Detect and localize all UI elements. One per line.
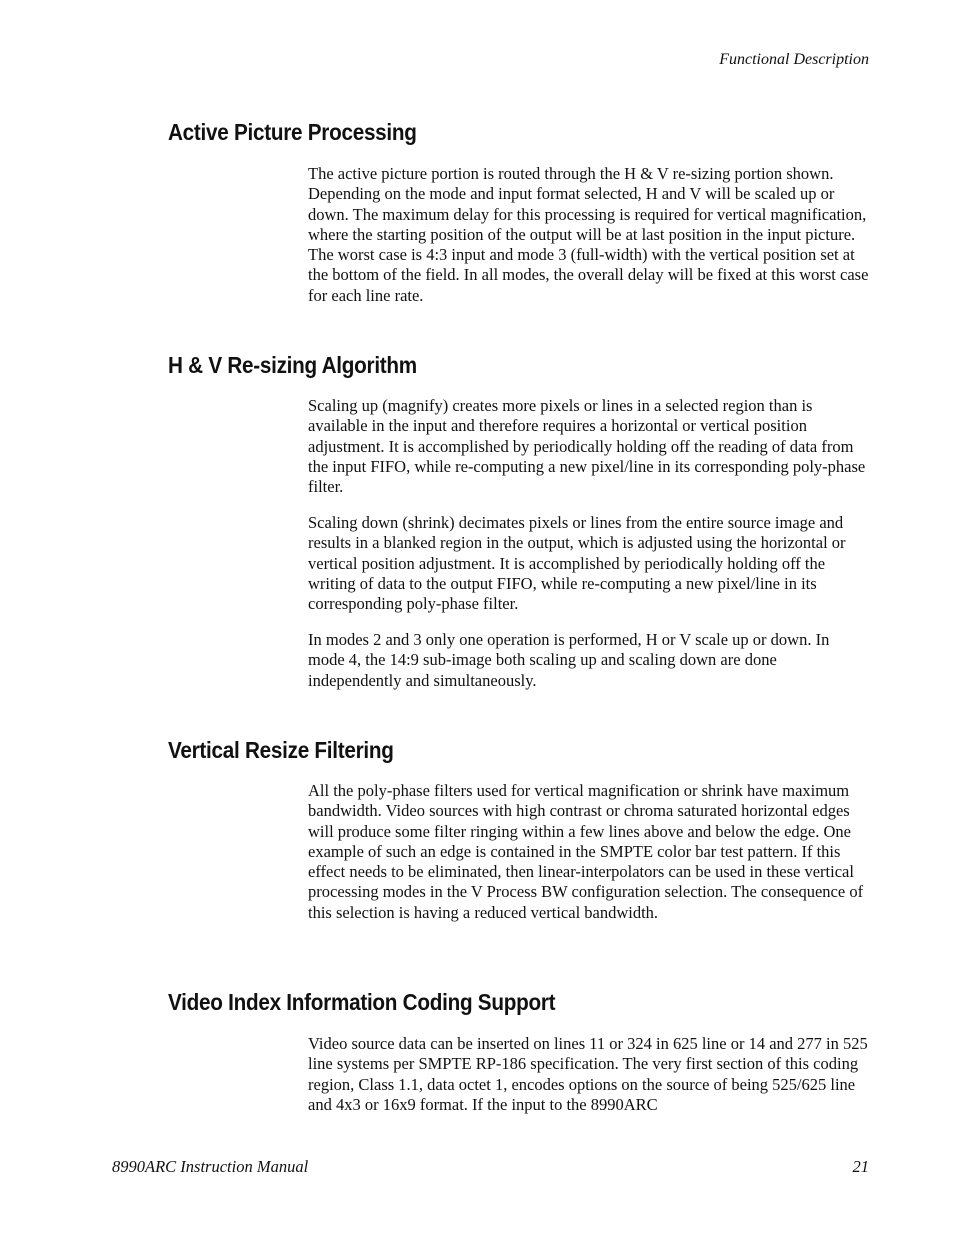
paragraph: Scaling up (magnify) creates more pixels or lines in a selected region than is available in the input and therefore requires a horizontal or vertical position adjustment. It is accomplished by periodically holding off the reading of data from the input FIFO, while re-computing a new pixel/line in its corresponding poly-phase filter. xyxy=(308,396,866,497)
section-heading-vertical-resize-filtering: Vertical Resize Filtering xyxy=(168,737,394,763)
section-heading-video-index-coding-support: Video Index Information Coding Support xyxy=(168,989,556,1015)
paragraph: The active picture portion is routed through the H & V re-sizing portion shown. Depending on the mode and input format selected, H and V will be scaled up or down. The maximum delay for this processing is required for vertical magnification, where the starting position of the output will be at last position in the input picture. The worst case is 4:3 input and mode 3 (full-width) with the vertical position set at the bottom of the field. In all modes, the overall delay will be fixed at this worst case for each line rate. xyxy=(308,164,869,305)
paragraph: In modes 2 and 3 only one operation is performed, H or V scale up or down. In mode 4, the 14:9 sub-image both scaling up and scaling down are done independently and simultaneously. xyxy=(308,629,830,690)
paragraph: Scaling down (shrink) decimates pixels or lines from the entire source image and results in a blanked region in the output, which is adjusted using the horizontal or vertical position adjustment. It is accomplished by periodically holding off the writing of data to the output FIFO, while re-computing a new pixel/line in its corresponding poly-phase filter. xyxy=(308,512,846,614)
section-heading-hv-resizing-algorithm: H & V Re-sizing Algorithm xyxy=(168,352,417,378)
section-heading-active-picture-processing: Active Picture Processing xyxy=(168,119,417,145)
paragraph: All the poly-phase filters used for vertical magnification or shrink have maximum bandwidth. Video sources with high contrast or chroma saturated horizontal edges will produce some filter ringing within a few lines above and below the edge. One example of such an edge is contained in the SMPTE color bar test pattern. If this effect needs to be eliminated, then linear-interpolators can be used in these vertical processing modes in the V Process BW configuration selection. The consequence of this selection is having a reduced vertical bandwidth. xyxy=(308,781,864,922)
running-header: Functional Description xyxy=(719,51,869,68)
footer-manual-title: 8990ARC Instruction Manual xyxy=(112,1157,309,1176)
section-body-vertical-resize-filtering xyxy=(308,781,870,923)
section-body-hv-resizing-algorithm xyxy=(308,396,870,691)
paragraph: Video source data can be inserted on lines 11 or 324 in 625 line or 14 and 277 in 525 line systems per SMPTE RP-186 specification. The very first section of this coding region, Class 1.1, data octet 1, encodes options on the source of being 525/625 line and 4x3 or 16x9 format. If the input to the 8990ARC xyxy=(308,1034,868,1114)
section-body-video-index-coding-support xyxy=(308,1034,870,1115)
footer-page-number: 21 xyxy=(852,1157,869,1176)
section-body-active-picture-processing xyxy=(308,164,870,306)
